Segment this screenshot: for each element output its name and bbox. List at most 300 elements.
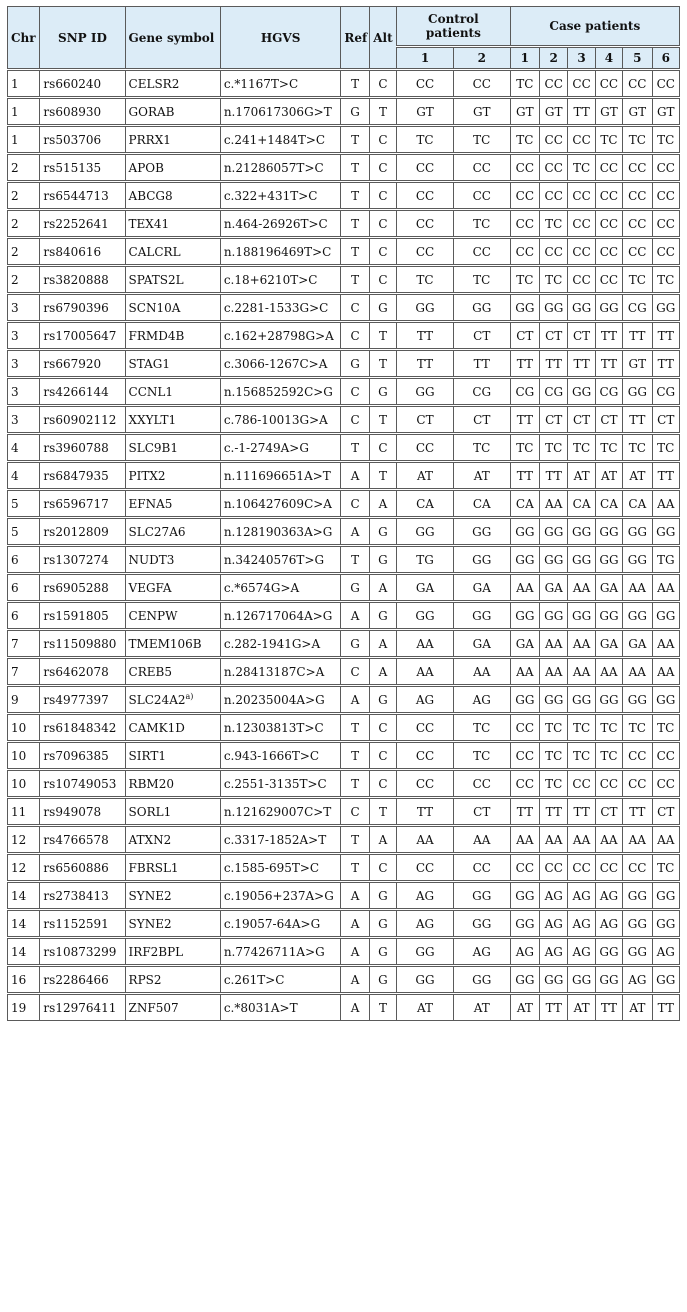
- cell-case-6: GG: [652, 966, 679, 994]
- cell-case-4: TC: [595, 434, 622, 462]
- cell-alt: G: [369, 938, 396, 966]
- cell-gene-symbol: [125, 406, 220, 434]
- cell-case-1: GT: [510, 98, 539, 126]
- cell-case-1: GG: [510, 294, 539, 322]
- header-alt: Alt: [369, 7, 396, 70]
- cell-ref: C: [341, 490, 369, 518]
- table-row: [8, 406, 680, 434]
- cell-case-2: AG: [540, 938, 568, 966]
- cell-case-5: TC: [623, 714, 652, 742]
- cell-case-1: CC: [510, 154, 539, 182]
- table-header: [8, 7, 680, 70]
- cell-case-2: GA: [540, 574, 568, 602]
- cell-case-5: TC: [623, 434, 652, 462]
- cell-snp-id: rs1152591: [40, 910, 125, 938]
- cell-case-1: CC: [510, 238, 539, 266]
- cell-snp-id: rs1307274: [40, 546, 125, 574]
- gene-symbol-text: PITX2: [128, 468, 166, 483]
- cell-control-1: CC: [397, 742, 454, 770]
- gene-symbol-text: CENPW: [128, 608, 178, 623]
- table-row: [8, 994, 680, 1021]
- cell-hgvs: n.12303813T>C: [220, 714, 341, 742]
- cell-case-1: GG: [510, 966, 539, 994]
- table-row: [8, 182, 680, 210]
- cell-case-1: GG: [510, 882, 539, 910]
- cell-case-1: CT: [510, 322, 539, 350]
- cell-chr: 5: [8, 490, 40, 518]
- cell-chr: 14: [8, 938, 40, 966]
- cell-case-2: GG: [540, 602, 568, 630]
- cell-hgvs: n.77426711A>G: [220, 938, 341, 966]
- cell-case-6: GG: [652, 686, 679, 714]
- cell-case-4: GG: [595, 546, 622, 574]
- cell-snp-id: rs3820888: [40, 266, 125, 294]
- cell-snp-id: rs608930: [40, 98, 125, 126]
- cell-ref: C: [341, 378, 369, 406]
- cell-control-1: CA: [397, 490, 454, 518]
- cell-case-5: CC: [623, 154, 652, 182]
- cell-case-4: GG: [595, 518, 622, 546]
- gene-symbol-text: SLC24A2: [128, 692, 186, 707]
- cell-case-3: TT: [568, 350, 595, 378]
- gene-symbol-text: TMEM106B: [128, 636, 202, 651]
- cell-case-4: AG: [595, 910, 622, 938]
- header-control-1: 1: [397, 47, 454, 70]
- cell-control-2: AA: [453, 658, 510, 686]
- cell-chr: 16: [8, 966, 40, 994]
- cell-case-4: GG: [595, 938, 622, 966]
- cell-case-6: AA: [652, 658, 679, 686]
- gene-symbol-text: FBRSL1: [128, 860, 179, 875]
- cell-gene-symbol: [125, 210, 220, 238]
- table-row: [8, 378, 680, 406]
- cell-ref: A: [341, 910, 369, 938]
- snp-genotype-table: [7, 6, 680, 1021]
- cell-snp-id: rs667920: [40, 350, 125, 378]
- cell-hgvs: c.-1-2749A>G: [220, 434, 341, 462]
- cell-chr: 3: [8, 378, 40, 406]
- cell-case-5: TC: [623, 266, 652, 294]
- cell-snp-id: rs2012809: [40, 518, 125, 546]
- cell-alt: C: [369, 434, 396, 462]
- cell-hgvs: c.162+28798G>A: [220, 322, 341, 350]
- cell-case-3: CT: [568, 322, 595, 350]
- cell-case-3: GG: [568, 294, 595, 322]
- cell-control-2: GA: [453, 574, 510, 602]
- cell-chr: 1: [8, 70, 40, 98]
- cell-case-2: GG: [540, 966, 568, 994]
- cell-alt: G: [369, 686, 396, 714]
- cell-case-2: AA: [540, 630, 568, 658]
- header-control-patients: Control patients: [397, 7, 511, 47]
- cell-control-1: AT: [397, 462, 454, 490]
- cell-chr: 14: [8, 882, 40, 910]
- cell-gene-symbol: [125, 434, 220, 462]
- cell-chr: 3: [8, 294, 40, 322]
- cell-chr: 10: [8, 714, 40, 742]
- cell-hgvs: c.786-10013G>A: [220, 406, 341, 434]
- cell-case-1: AA: [510, 658, 539, 686]
- cell-case-4: AT: [595, 462, 622, 490]
- cell-case-5: AA: [623, 574, 652, 602]
- cell-alt: G: [369, 518, 396, 546]
- cell-case-3: GG: [568, 686, 595, 714]
- cell-case-4: GA: [595, 630, 622, 658]
- cell-snp-id: rs11509880: [40, 630, 125, 658]
- cell-case-6: TG: [652, 546, 679, 574]
- cell-case-1: GG: [510, 686, 539, 714]
- cell-hgvs: n.188196469T>C: [220, 238, 341, 266]
- cell-case-4: CC: [595, 854, 622, 882]
- cell-hgvs: c.322+431T>C: [220, 182, 341, 210]
- cell-hgvs: c.19057-64A>G: [220, 910, 341, 938]
- gene-symbol-text: SORL1: [128, 804, 172, 819]
- cell-chr: 1: [8, 98, 40, 126]
- cell-control-2: CG: [453, 378, 510, 406]
- cell-case-3: AA: [568, 826, 595, 854]
- cell-snp-id: rs6847935: [40, 462, 125, 490]
- cell-case-6: AG: [652, 938, 679, 966]
- cell-case-6: TC: [652, 126, 679, 154]
- cell-control-2: AA: [453, 826, 510, 854]
- cell-case-4: AA: [595, 658, 622, 686]
- header-case-5: 5: [623, 47, 652, 70]
- table-row: [8, 294, 680, 322]
- cell-case-6: GT: [652, 98, 679, 126]
- cell-snp-id: rs6462078: [40, 658, 125, 686]
- cell-case-2: CT: [540, 406, 568, 434]
- cell-control-2: GG: [453, 294, 510, 322]
- cell-case-3: GG: [568, 378, 595, 406]
- cell-case-5: CG: [623, 294, 652, 322]
- cell-case-3: AT: [568, 994, 595, 1021]
- cell-alt: C: [369, 266, 396, 294]
- cell-hgvs: n.156852592C>G: [220, 378, 341, 406]
- cell-case-1: GG: [510, 602, 539, 630]
- cell-hgvs: n.34240576T>G: [220, 546, 341, 574]
- cell-chr: 6: [8, 546, 40, 574]
- cell-gene-symbol: [125, 322, 220, 350]
- cell-case-3: AT: [568, 462, 595, 490]
- cell-case-6: TT: [652, 322, 679, 350]
- cell-chr: 12: [8, 854, 40, 882]
- cell-alt: C: [369, 854, 396, 882]
- cell-gene-symbol: [125, 658, 220, 686]
- gene-symbol-text: SPATS2L: [128, 272, 184, 287]
- header-ref: Ref: [341, 7, 369, 70]
- cell-case-2: TC: [540, 434, 568, 462]
- cell-chr: 5: [8, 518, 40, 546]
- cell-case-6: CC: [652, 238, 679, 266]
- cell-control-1: TG: [397, 546, 454, 574]
- cell-case-6: CT: [652, 406, 679, 434]
- cell-alt: T: [369, 322, 396, 350]
- header-case-2: 2: [540, 47, 568, 70]
- cell-case-2: CC: [540, 182, 568, 210]
- table-row: [8, 798, 680, 826]
- gene-symbol-text: EFNA5: [128, 496, 173, 511]
- cell-case-6: TT: [652, 462, 679, 490]
- cell-ref: A: [341, 882, 369, 910]
- cell-case-6: TT: [652, 350, 679, 378]
- cell-alt: C: [369, 154, 396, 182]
- table-row: [8, 462, 680, 490]
- cell-ref: T: [341, 210, 369, 238]
- cell-gene-symbol: [125, 714, 220, 742]
- cell-case-3: CA: [568, 490, 595, 518]
- header-case-6: 6: [652, 47, 679, 70]
- cell-case-5: AT: [623, 994, 652, 1021]
- cell-case-4: TT: [595, 994, 622, 1021]
- cell-hgvs: c.282-1941G>A: [220, 630, 341, 658]
- cell-chr: 14: [8, 910, 40, 938]
- cell-alt: G: [369, 882, 396, 910]
- cell-gene-symbol: [125, 938, 220, 966]
- cell-control-1: GG: [397, 938, 454, 966]
- cell-ref: G: [341, 98, 369, 126]
- cell-control-1: AT: [397, 994, 454, 1021]
- cell-control-2: TT: [453, 350, 510, 378]
- cell-control-1: CC: [397, 210, 454, 238]
- cell-hgvs: n.464-26926T>C: [220, 210, 341, 238]
- cell-case-2: TT: [540, 350, 568, 378]
- cell-gene-symbol: [125, 98, 220, 126]
- cell-hgvs: c.3317-1852A>T: [220, 826, 341, 854]
- cell-alt: C: [369, 714, 396, 742]
- cell-case-6: TC: [652, 714, 679, 742]
- cell-case-4: TT: [595, 322, 622, 350]
- cell-case-5: GG: [623, 882, 652, 910]
- cell-case-3: TC: [568, 714, 595, 742]
- cell-case-2: CC: [540, 126, 568, 154]
- cell-snp-id: rs840616: [40, 238, 125, 266]
- cell-case-3: CC: [568, 770, 595, 798]
- cell-alt: A: [369, 490, 396, 518]
- cell-case-4: CC: [595, 238, 622, 266]
- cell-snp-id: rs515135: [40, 154, 125, 182]
- gene-symbol-text: NUDT3: [128, 552, 175, 567]
- cell-case-5: GG: [623, 546, 652, 574]
- gene-symbol-text: CCNL1: [128, 384, 174, 399]
- cell-control-1: TC: [397, 126, 454, 154]
- cell-snp-id: rs4977397: [40, 686, 125, 714]
- cell-chr: 9: [8, 686, 40, 714]
- cell-ref: G: [341, 350, 369, 378]
- cell-gene-symbol: [125, 294, 220, 322]
- cell-case-3: CC: [568, 854, 595, 882]
- cell-control-2: AG: [453, 686, 510, 714]
- cell-case-3: GG: [568, 966, 595, 994]
- gene-symbol-text: SYNE2: [128, 916, 172, 931]
- header-chr: Chr: [8, 7, 40, 70]
- cell-ref: A: [341, 938, 369, 966]
- cell-control-1: TT: [397, 322, 454, 350]
- cell-case-6: GG: [652, 910, 679, 938]
- cell-case-3: AA: [568, 658, 595, 686]
- cell-control-2: CC: [453, 154, 510, 182]
- cell-case-6: CT: [652, 798, 679, 826]
- cell-control-2: CT: [453, 798, 510, 826]
- cell-control-1: AG: [397, 686, 454, 714]
- cell-alt: T: [369, 462, 396, 490]
- cell-control-1: CC: [397, 714, 454, 742]
- cell-case-2: TT: [540, 798, 568, 826]
- table-row: [8, 602, 680, 630]
- cell-case-5: GT: [623, 350, 652, 378]
- header-snp-id: SNP ID: [40, 7, 125, 70]
- cell-snp-id: rs6905288: [40, 574, 125, 602]
- cell-snp-id: rs2286466: [40, 966, 125, 994]
- cell-snp-id: rs2252641: [40, 210, 125, 238]
- cell-chr: 3: [8, 406, 40, 434]
- cell-case-2: AG: [540, 910, 568, 938]
- cell-case-5: TT: [623, 322, 652, 350]
- cell-alt: G: [369, 602, 396, 630]
- cell-gene-symbol: [125, 574, 220, 602]
- cell-hgvs: c.*1167T>C: [220, 70, 341, 98]
- cell-snp-id: rs4766578: [40, 826, 125, 854]
- cell-gene-symbol: [125, 686, 220, 714]
- cell-alt: C: [369, 770, 396, 798]
- cell-case-6: CC: [652, 70, 679, 98]
- table-row: [8, 854, 680, 882]
- cell-gene-symbol: [125, 182, 220, 210]
- cell-alt: G: [369, 910, 396, 938]
- gene-symbol-text: VEGFA: [128, 580, 172, 595]
- gene-symbol-text: CALCRL: [128, 244, 181, 259]
- cell-control-1: GG: [397, 602, 454, 630]
- cell-case-4: CT: [595, 406, 622, 434]
- cell-case-4: CC: [595, 154, 622, 182]
- cell-case-2: TT: [540, 994, 568, 1021]
- cell-alt: G: [369, 546, 396, 574]
- cell-case-3: AA: [568, 630, 595, 658]
- cell-case-2: AA: [540, 826, 568, 854]
- cell-chr: 10: [8, 742, 40, 770]
- cell-gene-symbol: [125, 378, 220, 406]
- cell-control-2: GG: [453, 966, 510, 994]
- cell-case-4: CC: [595, 770, 622, 798]
- cell-case-1: TT: [510, 798, 539, 826]
- cell-ref: T: [341, 742, 369, 770]
- cell-case-3: TT: [568, 798, 595, 826]
- cell-case-3: TC: [568, 434, 595, 462]
- cell-gene-symbol: [125, 966, 220, 994]
- cell-gene-symbol: [125, 826, 220, 854]
- cell-chr: 2: [8, 182, 40, 210]
- cell-case-4: TC: [595, 742, 622, 770]
- cell-case-6: CC: [652, 770, 679, 798]
- cell-gene-symbol: [125, 238, 220, 266]
- gene-symbol-text: SIRT1: [128, 748, 166, 763]
- cell-control-1: AG: [397, 910, 454, 938]
- cell-case-1: AA: [510, 826, 539, 854]
- cell-case-6: CG: [652, 378, 679, 406]
- cell-case-3: CC: [568, 182, 595, 210]
- cell-case-1: TT: [510, 462, 539, 490]
- cell-case-3: TC: [568, 742, 595, 770]
- gene-symbol-text: ZNF507: [128, 1000, 179, 1015]
- table-row: [8, 546, 680, 574]
- cell-ref: T: [341, 854, 369, 882]
- cell-control-2: CC: [453, 238, 510, 266]
- cell-case-5: CC: [623, 182, 652, 210]
- table-row: [8, 434, 680, 462]
- header-hgvs: HGVS: [220, 7, 341, 70]
- cell-case-4: CG: [595, 378, 622, 406]
- gene-symbol-text: FRMD4B: [128, 328, 185, 343]
- cell-alt: G: [369, 378, 396, 406]
- cell-case-6: TC: [652, 854, 679, 882]
- cell-control-2: CT: [453, 406, 510, 434]
- cell-gene-symbol: [125, 126, 220, 154]
- table-row: [8, 714, 680, 742]
- cell-case-4: CC: [595, 210, 622, 238]
- cell-case-2: CC: [540, 154, 568, 182]
- gene-symbol-text: STAG1: [128, 356, 171, 371]
- cell-hgvs: c.1585-695T>C: [220, 854, 341, 882]
- cell-snp-id: rs1591805: [40, 602, 125, 630]
- cell-case-6: CC: [652, 210, 679, 238]
- cell-ref: A: [341, 966, 369, 994]
- table-row: [8, 70, 680, 98]
- cell-case-1: AT: [510, 994, 539, 1021]
- cell-case-3: CC: [568, 126, 595, 154]
- cell-case-4: GT: [595, 98, 622, 126]
- cell-hgvs: n.20235004A>G: [220, 686, 341, 714]
- table-row: [8, 518, 680, 546]
- cell-case-1: TC: [510, 266, 539, 294]
- cell-case-2: TC: [540, 770, 568, 798]
- cell-gene-symbol: [125, 154, 220, 182]
- cell-chr: 4: [8, 434, 40, 462]
- cell-snp-id: rs61848342: [40, 714, 125, 742]
- cell-control-1: AA: [397, 826, 454, 854]
- cell-snp-id: rs4266144: [40, 378, 125, 406]
- cell-chr: 7: [8, 658, 40, 686]
- cell-chr: 11: [8, 798, 40, 826]
- cell-snp-id: rs6596717: [40, 490, 125, 518]
- cell-case-2: CG: [540, 378, 568, 406]
- table-body: [8, 70, 680, 1021]
- cell-case-6: GG: [652, 518, 679, 546]
- cell-case-3: CC: [568, 70, 595, 98]
- cell-hgvs: c.2551-3135T>C: [220, 770, 341, 798]
- cell-alt: C: [369, 126, 396, 154]
- cell-case-1: CC: [510, 182, 539, 210]
- cell-case-1: CC: [510, 742, 539, 770]
- cell-case-6: TC: [652, 434, 679, 462]
- cell-control-2: GG: [453, 882, 510, 910]
- cell-hgvs: n.21286057T>C: [220, 154, 341, 182]
- gene-symbol-text: TEX41: [128, 216, 170, 231]
- cell-chr: 6: [8, 602, 40, 630]
- cell-case-2: AA: [540, 658, 568, 686]
- cell-ref: C: [341, 658, 369, 686]
- cell-case-6: CC: [652, 182, 679, 210]
- cell-control-2: GT: [453, 98, 510, 126]
- cell-case-6: AA: [652, 574, 679, 602]
- cell-case-5: CC: [623, 210, 652, 238]
- footnote-marker: a): [185, 691, 194, 701]
- cell-control-2: AG: [453, 938, 510, 966]
- cell-chr: 1: [8, 126, 40, 154]
- cell-hgvs: n.126717064A>G: [220, 602, 341, 630]
- cell-snp-id: rs503706: [40, 126, 125, 154]
- cell-control-2: GA: [453, 630, 510, 658]
- cell-case-2: GG: [540, 546, 568, 574]
- cell-hgvs: n.121629007C>T: [220, 798, 341, 826]
